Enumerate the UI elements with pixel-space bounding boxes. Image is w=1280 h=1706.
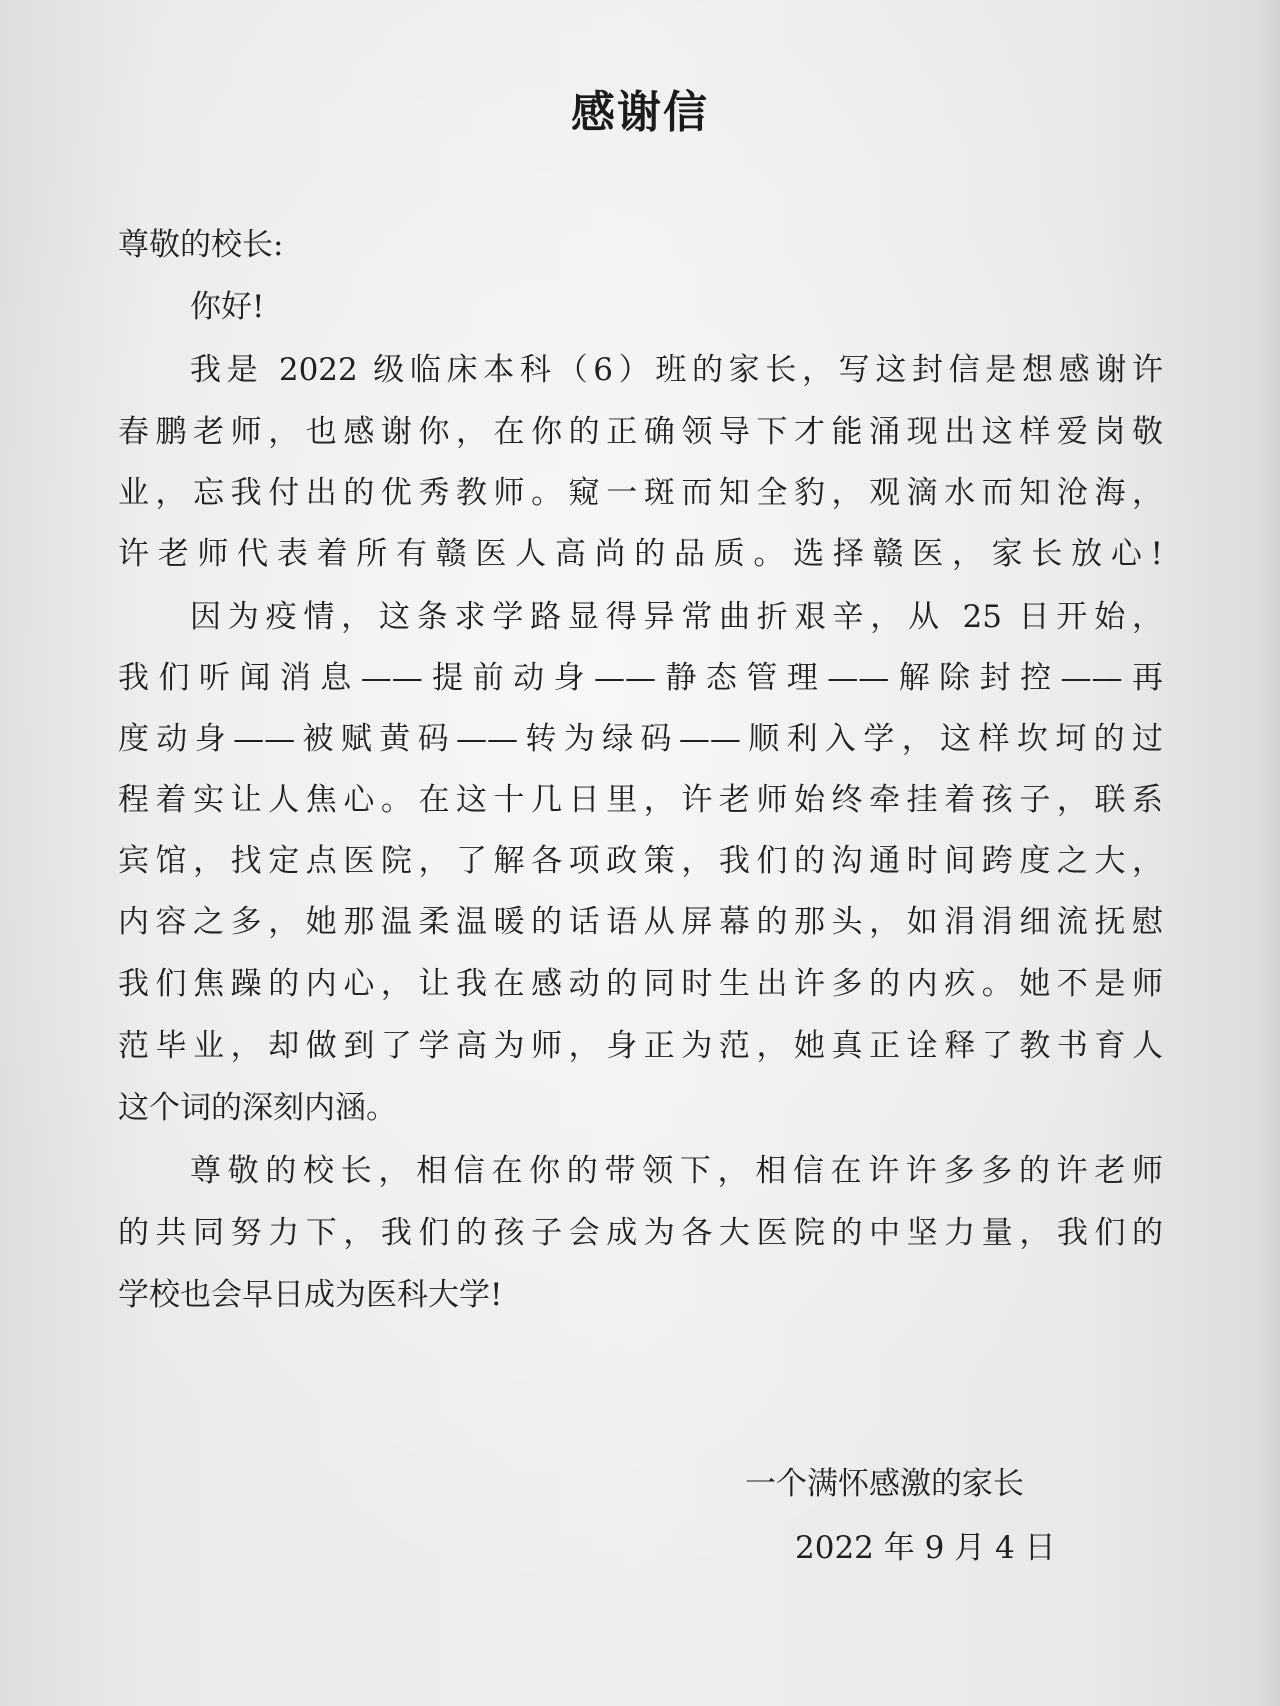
paragraph-2-line-4: 程着实让人焦心。在这十几日里，许老师始终牵挂着孩子，联系 (118, 782, 1163, 818)
paragraph-2-line-2: 我们听闻消息——提前动身——静态管理——解除封控——再 (118, 660, 1163, 696)
paragraph-3-line-1: 尊敬的校长，相信在你的带领下，相信在许许多多的许老师 (190, 1153, 1163, 1189)
letter-date: 2022 年 9 月 4 日 (795, 1530, 1056, 1566)
paragraph-1-line-2: 春鹏老师，也感谢你，在你的正确领导下才能涌现出这样爱岗敬 (118, 414, 1163, 450)
letter-title: 感谢信 (571, 87, 709, 138)
paragraph-2-line-9: 这个词的深刻内涵。 (118, 1090, 397, 1126)
paragraph-2-line-6: 内容之多，她那温柔温暖的话语从屏幕的那头，如涓涓细流抚慰 (118, 904, 1163, 940)
paragraph-2-line-1: 因为疫情，这条求学路显得异常曲折艰辛，从 25 日开始， (190, 599, 1163, 635)
salutation: 尊敬的校长: (118, 227, 284, 263)
paragraph-2-line-3: 度动身——被赋黄码——转为绿码——顺利入学，这样坎坷的过 (118, 721, 1163, 757)
paragraph-2-line-7: 我们焦躁的内心，让我在感动的同时生出许多的内疚。她不是师 (118, 966, 1163, 1002)
signature: 一个满怀感激的家长 (745, 1466, 1024, 1502)
paragraph-3-line-3: 学校也会早日成为医科大学! (118, 1277, 503, 1313)
paragraph-2-line-8: 范毕业，却做到了学高为师，身正为范，她真正诠释了教书育人 (118, 1028, 1163, 1064)
paragraph-3-line-2: 的共同努力下，我们的孩子会成为各大医院的中坚力量，我们的 (118, 1215, 1163, 1251)
paragraph-1-line-3: 业，忘我付出的优秀教师。窥一斑而知全豹，观滴水而知沧海， (118, 475, 1163, 511)
greeting: 你好! (190, 289, 265, 325)
paragraph-1-line-4: 许老师代表着所有赣医人高尚的品质。选择赣医，家长放心! (118, 536, 1163, 572)
paragraph-1-line-1: 我是 2022 级临床本科（6）班的家长，写这封信是想感谢许 (190, 352, 1163, 388)
paragraph-2-line-5: 宾馆，找定点医院，了解各项政策，我们的沟通时间跨度之大， (118, 843, 1163, 879)
